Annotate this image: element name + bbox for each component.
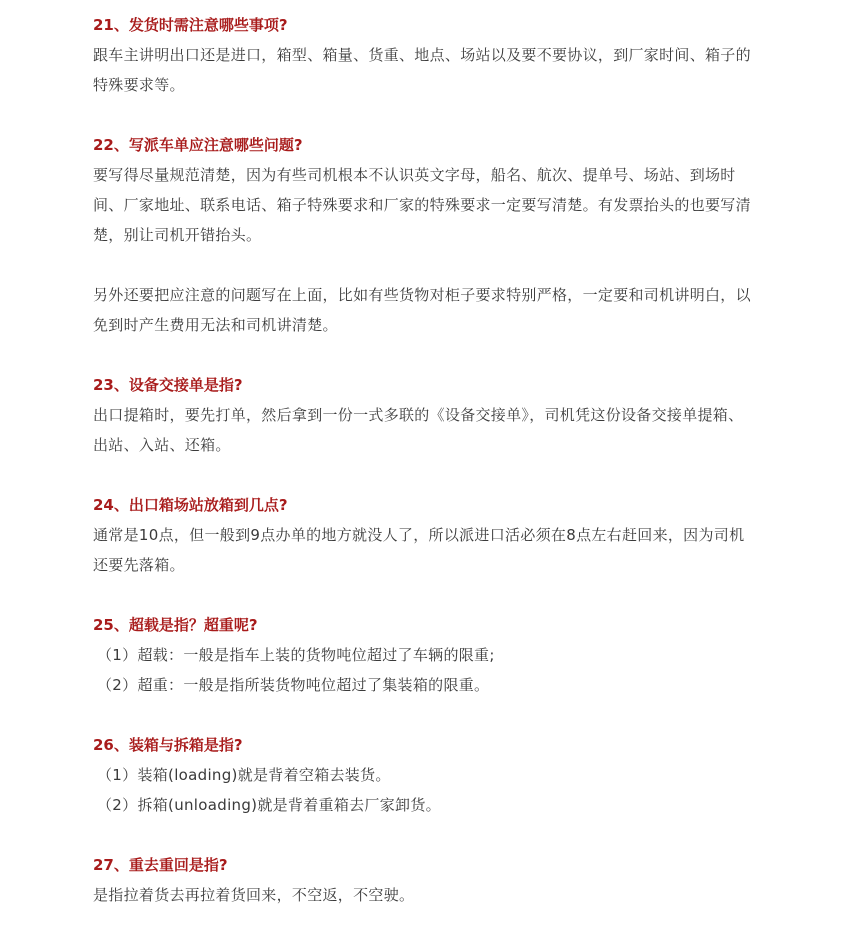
article-body — [93, 10, 758, 940]
section-27 — [93, 850, 758, 910]
section-24 — [93, 490, 758, 580]
section-heading: 27、重去重回是指? — [93, 856, 228, 874]
section-heading: 22、写派车单应注意哪些问题? — [93, 136, 303, 154]
section-paragraph: 另外还要把应注意的问题写在上面，比如有些货物对柜子要求特别严格，一定要和司机讲明白，以免到时产生费用无法和司机讲清楚。 — [93, 286, 751, 334]
list-item: （1）超载：一般是指车上装的货物吨位超过了车辆的限重; — [97, 646, 495, 664]
list-item: （1）装箱(loading)就是背着空箱去装货。 — [97, 766, 391, 784]
list-item: （2）超重：一般是指所装货物吨位超过了集装箱的限重。 — [97, 676, 490, 694]
section-22 — [93, 130, 758, 340]
section-heading: 23、设备交接单是指? — [93, 376, 243, 394]
section-paragraph: 出口提箱时，要先打单，然后拿到一份一式多联的《设备交接单》，司机凭这份设备交接单提箱、出站、入站、还箱。 — [93, 406, 744, 454]
section-21 — [93, 10, 758, 100]
section-heading: 25、超载是指？超重呢? — [93, 616, 258, 634]
section-paragraph: 跟车主讲明出口还是进口，箱型、箱量、货重、地点、场站以及要不要协议，到厂家时间、箱子的特殊要求等。 — [93, 46, 751, 94]
section-heading: 26、装箱与拆箱是指? — [93, 736, 243, 754]
section-paragraph: 是指拉着货去再拉着货回来，不空返，不空驶。 — [93, 886, 415, 904]
section-heading: 21、发货时需注意哪些事项? — [93, 16, 288, 34]
list-item: （2）拆箱(unloading)就是背着重箱去厂家卸货。 — [97, 796, 441, 814]
section-paragraph: 要写得尽量规范清楚，因为有些司机根本不认识英文字母，船名、航次、提单号、场站、到场时间、厂家地址、联系电话、箱子特殊要求和厂家的特殊要求一定要写清楚。有发票抬头的也要写清楚，别让司机开错抬头。 — [93, 166, 751, 244]
section-26 — [93, 730, 758, 820]
section-paragraph: 通常是10点，但一般到9点办单的地方就没人了，所以派进口活必须在8点左右赶回来，因为司机还要先落箱。 — [93, 526, 745, 574]
section-25 — [93, 610, 758, 700]
section-23 — [93, 370, 758, 460]
section-heading: 24、出口箱场站放箱到几点? — [93, 496, 288, 514]
